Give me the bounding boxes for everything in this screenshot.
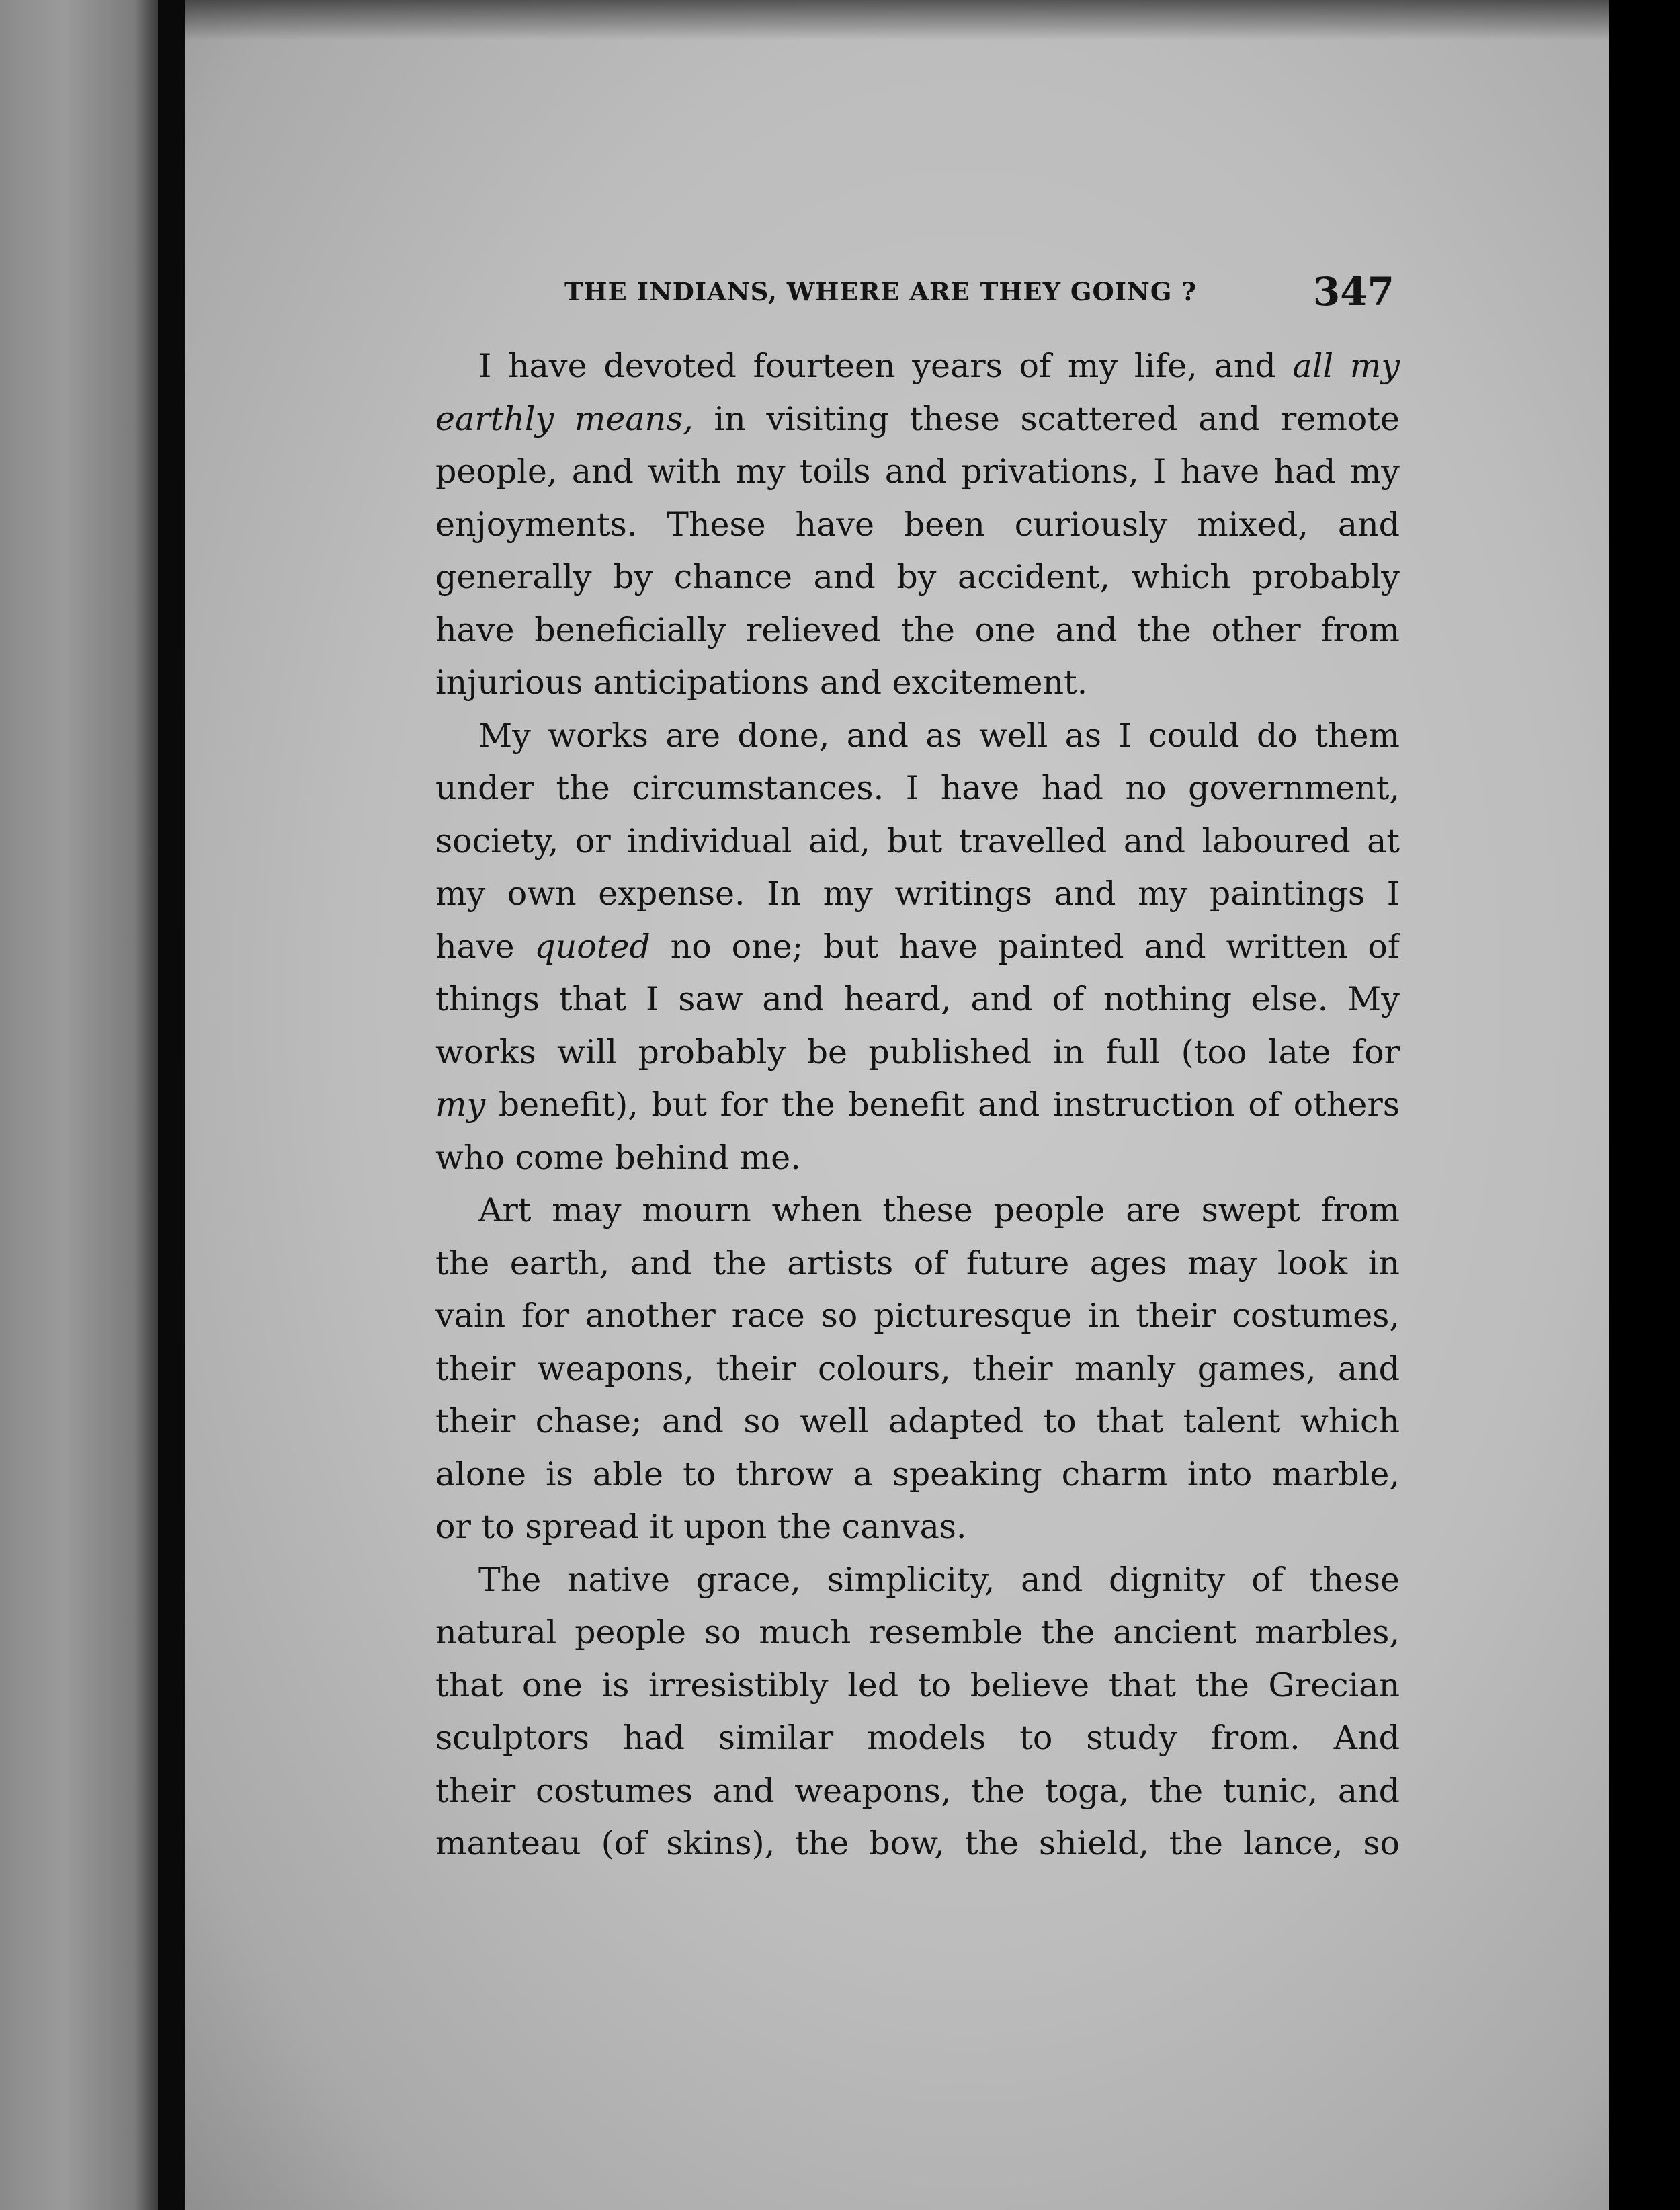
text-line (435, 1343, 1400, 1396)
text-run: their costumes and weapons, the toga, the tunic, and (435, 1771, 1400, 1810)
italic-text: earthly means, (435, 399, 694, 438)
text-line (435, 1765, 1400, 1818)
text-line (435, 499, 1400, 552)
text-run: I have devoted fourteen years of my life, and (478, 347, 1293, 385)
text-run: their chase; and so well adapted to that talent which (435, 1402, 1400, 1440)
body-text (435, 340, 1400, 1871)
text-line (435, 446, 1400, 499)
text-line (435, 657, 1400, 710)
text-run: sculptors had similar models to study from. And (435, 1719, 1400, 1757)
book-gutter (158, 0, 185, 2210)
text-run: who come behind me. (435, 1138, 801, 1177)
text-run: in visiting these scattered and remote (693, 399, 1400, 438)
text-run: things that I saw and heard, and of nothing else. My (435, 980, 1400, 1018)
text-line (435, 1237, 1400, 1291)
paragraph (435, 1554, 1400, 1871)
text-line (435, 1184, 1400, 1237)
text-run: that one is irresistibly led to believe that the Grecian (435, 1666, 1400, 1705)
text-run: alone is able to throw a speaking charm into marble, (435, 1455, 1400, 1493)
text-run: manteau (of skins), the bow, the shield, the lance, so (435, 1824, 1400, 1863)
text-run: their weapons, their colours, their manly games, and (435, 1349, 1400, 1388)
text-run: injurious anticipations and excitement. (435, 663, 1088, 702)
running-head (564, 269, 1394, 323)
text-line (435, 604, 1400, 657)
text-run: people, and with my toils and privations, I have had my (435, 452, 1400, 491)
text-line (435, 921, 1400, 974)
paragraph (435, 710, 1400, 1185)
paragraph (435, 340, 1400, 710)
scan-border (1609, 0, 1680, 2210)
text-run: under the circumstances. I have had no government, (435, 769, 1400, 807)
text-run: or to spread it upon the canvas. (435, 1508, 967, 1546)
italic-text: my (435, 1086, 486, 1124)
text-line (435, 340, 1400, 393)
text-line (435, 762, 1400, 815)
text-line (435, 1132, 1400, 1185)
text-line (435, 1448, 1400, 1502)
text-run: vain for another race so picturesque in their costumes, (435, 1297, 1400, 1335)
text-line (435, 1026, 1400, 1079)
page-number: 347 (1312, 269, 1394, 315)
text-run: natural people so much resemble the ancient marbles, (435, 1613, 1400, 1651)
text-run: generally by chance and by accident, which probably (435, 558, 1400, 596)
text-line (435, 551, 1400, 604)
text-line (435, 1817, 1400, 1871)
text-line (435, 1079, 1400, 1132)
text-run: my own expense. In my writings and my paintings I (435, 874, 1400, 913)
running-title: THE INDIANS, WHERE ARE THEY GOING ? (564, 277, 1197, 306)
text-run: society, or individual aid, but travelled and laboured at (435, 821, 1400, 860)
text-line (435, 1606, 1400, 1660)
text-run: works will probably be published in full (too late for (435, 1032, 1400, 1071)
text-line (435, 1554, 1400, 1607)
text-run: no one; but have painted and written of (650, 927, 1400, 966)
text-line (435, 1290, 1400, 1343)
facing-page-edge (0, 0, 158, 2210)
text-line (435, 815, 1400, 868)
italic-text: all my (1292, 347, 1400, 385)
text-line (435, 1501, 1400, 1554)
text-run: benefit), but for the benefit and instruction of others (485, 1086, 1400, 1124)
text-run: The native grace, simplicity, and dignity of these (478, 1560, 1400, 1599)
text-line (435, 1395, 1400, 1448)
page-shadow (185, 0, 1609, 40)
text-run: have beneficially relieved the one and the other from (435, 610, 1400, 649)
text-line (435, 710, 1400, 763)
paragraph (435, 1184, 1400, 1554)
text-line (435, 1660, 1400, 1713)
italic-text: quoted (534, 927, 650, 966)
text-run: enjoyments. These have been curiously mixed, and (435, 505, 1400, 544)
text-line (435, 1712, 1400, 1765)
text-run: have (435, 927, 535, 966)
text-run: My works are done, and as well as I could do them (478, 716, 1400, 755)
text-line (435, 868, 1400, 921)
text-line (435, 393, 1400, 446)
text-run: the earth, and the artists of future ages may look in (435, 1243, 1400, 1282)
text-line (435, 973, 1400, 1026)
text-run: Art may mourn when these people are swept from (478, 1191, 1400, 1229)
